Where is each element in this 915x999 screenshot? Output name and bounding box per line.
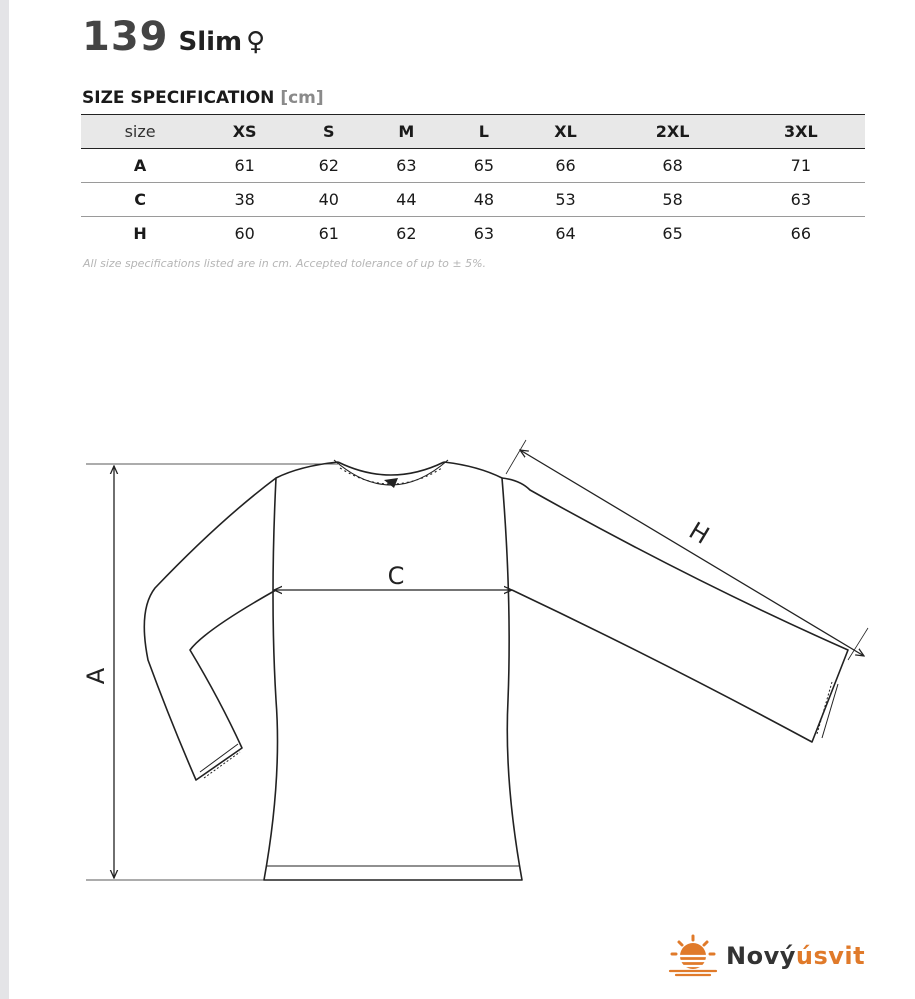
row-label: C [134,190,146,209]
table-cell: 48 [473,190,495,209]
table-row [81,217,865,251]
measurement-lines [86,440,868,880]
logo-text-accent: úsvit [795,942,866,970]
tshirt-measurement-diagram [0,420,915,900]
table-cell: 38 [234,190,255,209]
spec-unit: [cm] [280,88,324,108]
table-cell: 44 [396,190,417,209]
novy-usvit-logo [666,934,865,978]
table-cell: 64 [555,224,576,243]
table-cell: 63 [790,190,812,209]
table-cell: 61 [318,224,339,243]
table-cell: 40 [318,190,339,209]
table-cell: 58 [662,190,683,209]
table-cell: 53 [555,190,576,209]
size-header: 3XL [784,122,818,141]
table-row [81,149,865,183]
table-cell: 68 [662,156,683,175]
logo-text-main: Nový [726,942,796,970]
table-row [81,183,865,217]
model-name: Slim [178,27,243,57]
table-cell: 61 [234,156,255,175]
size-header: 2XL [655,122,690,141]
size-header: XS [232,122,257,141]
product-header [82,14,265,60]
female-symbol-icon: ♀ [246,27,266,57]
table-cell: 66 [555,156,576,175]
sunrise-logo-icon [666,934,720,978]
label-c: C [387,562,405,590]
size-header: S [323,122,335,141]
size-header: L [478,122,489,141]
table-cell: 63 [473,224,495,243]
model-number: 139 [82,14,169,60]
size-table [81,114,865,250]
size-header: XL [554,122,577,141]
spec-title [82,88,324,108]
tshirt-outline [144,460,848,880]
table-cell: 71 [790,156,812,175]
table-cell: 63 [396,156,417,175]
label-h: H [684,516,715,550]
table-cell: 65 [473,156,495,175]
label-a: A [82,667,110,685]
size-column-header: size [124,122,156,141]
row-label: A [133,156,147,175]
spec-title-text: SIZE SPECIFICATION [82,88,275,108]
table-cell: 65 [662,224,683,243]
table-cell: 62 [396,224,417,243]
size-header: M [398,122,415,141]
table-cell: 60 [234,224,255,243]
table-cell: 62 [318,156,339,175]
table-cell: 66 [790,224,812,243]
table-header-row [81,115,865,149]
row-label: H [133,224,147,243]
tolerance-note: All size specifications listed are in cm. Accepted tolerance of up to ± 5%. [83,257,487,270]
logo-text [726,942,865,970]
